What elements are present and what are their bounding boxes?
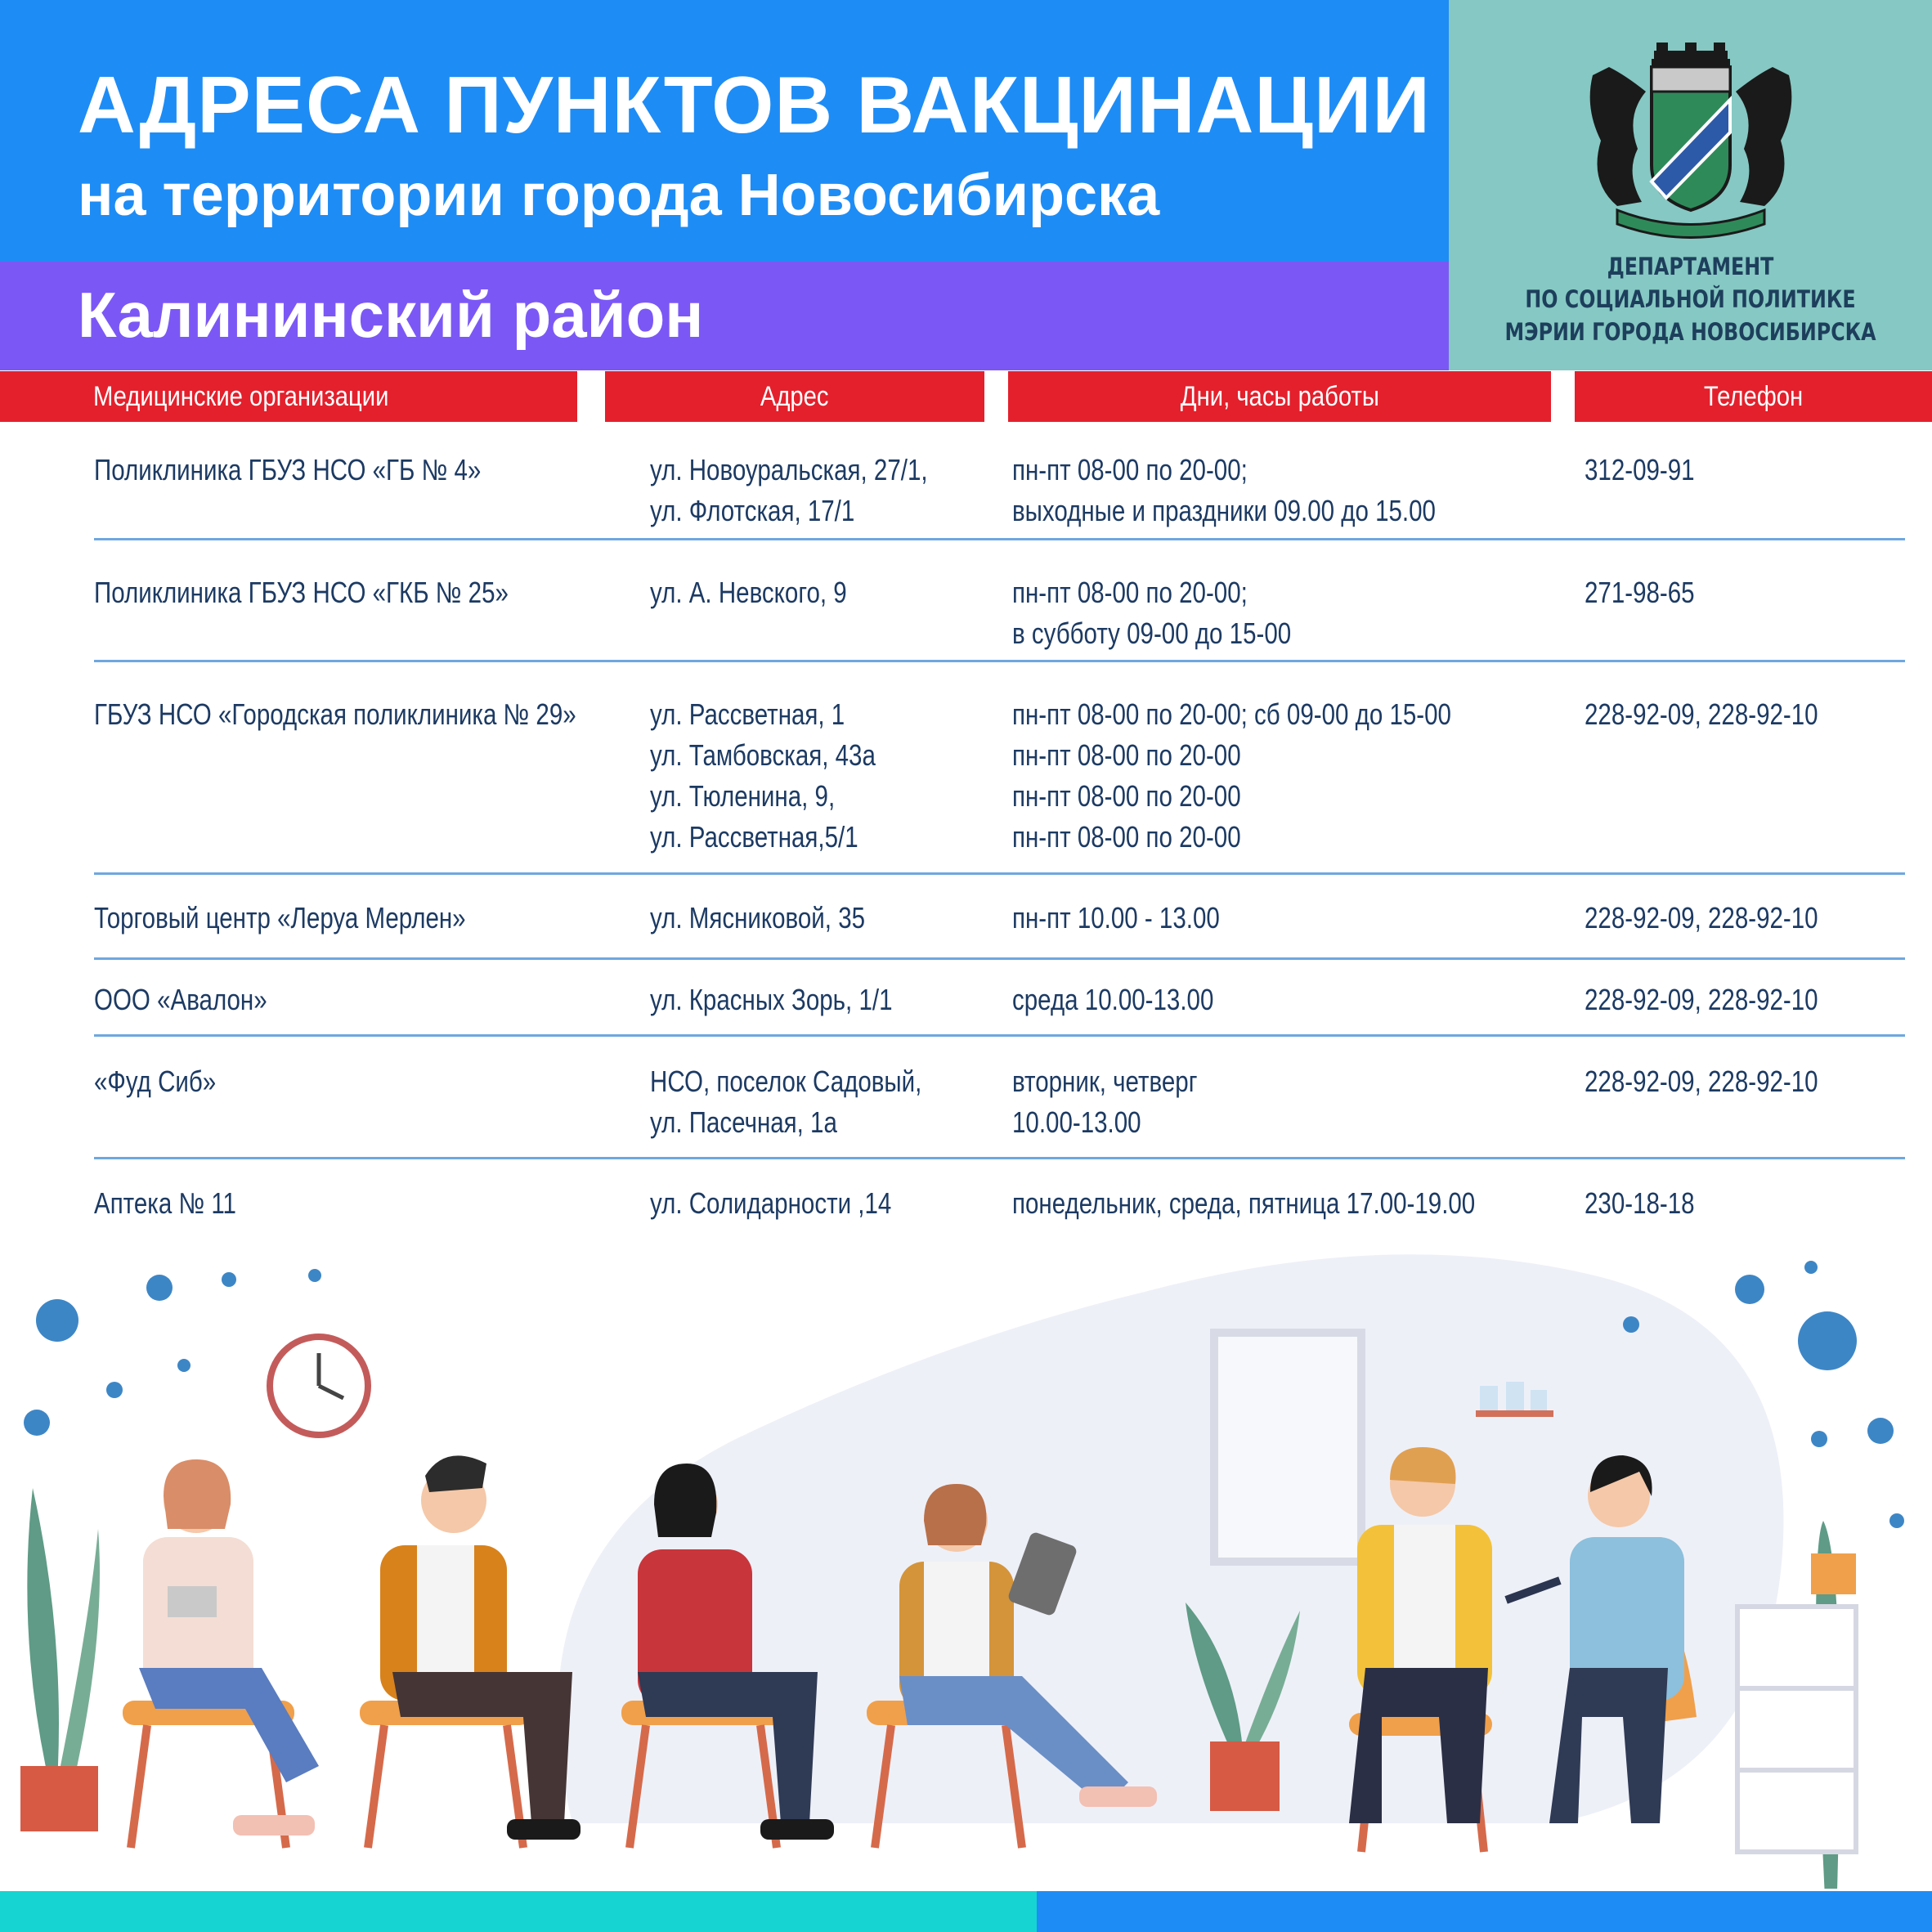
row-divider — [94, 660, 1905, 662]
table-row-2-org: Поликлиника ГБУЗ НСО «ГКБ № 25» — [94, 576, 509, 609]
table-row-7-org: Аптека № 11 — [94, 1186, 236, 1220]
table-row-7-phone: 230-18-18 — [1585, 1186, 1695, 1220]
row-divider — [94, 1034, 1905, 1037]
illustration-icon — [0, 1235, 1932, 1889]
column-header-hours: Дни, часы работы — [1008, 371, 1551, 422]
district-title: Калининский район — [78, 279, 704, 351]
table-row-5-org: ООО «Авалон» — [94, 983, 267, 1016]
row-divider — [94, 538, 1905, 540]
table-row-6-org: «Фуд Сиб» — [94, 1065, 217, 1098]
column-header-org: Медицинские организации — [0, 371, 577, 422]
row-divider — [94, 872, 1905, 875]
page-subtitle: на территории города Новосибирска — [78, 163, 1160, 228]
department-line-2: ПО СОЦИАЛЬНОЙ ПОЛИТИКЕ — [1525, 285, 1856, 313]
table-row-2-phone: 271-98-65 — [1585, 576, 1695, 609]
column-header-phone: Телефон — [1575, 371, 1932, 422]
table-row-6-phone: 228-92-09, 228-92-10 — [1585, 1065, 1818, 1098]
table-row-3-address: ул. Рассветная, 1 ул. Тамбовская, 43а ул. Тюленина, 9, ул. Рассветная,5/1 — [650, 697, 876, 854]
table-row-4-address: ул. Мясниковой, 35 — [650, 901, 866, 935]
table-row-6-hours: вторник, четверг 10.00-13.00 — [1012, 1065, 1198, 1139]
table-row-1-hours: пн-пт 08-00 по 20-00; выходные и праздники 09.00 до 15.00 — [1012, 453, 1436, 527]
table-row-4-phone: 228-92-09, 228-92-10 — [1585, 901, 1818, 935]
table-row-6-address: НСО, поселок Садовый, ул. Пасечная, 1а — [650, 1065, 922, 1139]
table-row-2-hours: пн-пт 08-00 по 20-00; в субботу 09-00 до 15-00 — [1012, 576, 1292, 650]
department-name — [1492, 250, 1889, 348]
table-row-4-hours: пн-пт 10.00 - 13.00 — [1012, 901, 1220, 935]
table-row-3-hours: пн-пт 08-00 по 20-00; сб 09-00 до 15-00 пн-пт 08-00 по 20-00 пн-пт 08-00 по 20-00 пн-пт 08-00 по 20-00 — [1012, 697, 1451, 854]
department-line-1: ДЕПАРТАМЕНТ — [1607, 253, 1774, 280]
table-row-5-address: ул. Красных Зорь, 1/1 — [650, 983, 893, 1016]
row-divider — [94, 1157, 1905, 1159]
table-row-3-phone: 228-92-09, 228-92-10 — [1585, 697, 1818, 731]
table-row-1-address: ул. Новоуральская, 27/1, ул. Флотская, 17/1 — [650, 453, 928, 527]
table-row-1-phone: 312-09-91 — [1585, 453, 1695, 486]
table-row-4-org: Торговый центр «Леруа Мерлен» — [94, 901, 466, 935]
footer-bar-left — [0, 1891, 1037, 1932]
column-header-address: Адрес — [605, 371, 984, 422]
table-row-1-org: Поликлиника ГБУЗ НСО «ГБ № 4» — [94, 453, 482, 486]
table-row-2-address: ул. А. Невского, 9 — [650, 576, 847, 609]
table-row-7-hours: понедельник, среда, пятница 17.00-19.00 — [1012, 1186, 1476, 1220]
page-title: АДРЕСА ПУНКТОВ ВАКЦИНАЦИИ — [78, 60, 1431, 150]
footer-bar-right — [1037, 1891, 1932, 1932]
table-row-7-address: ул. Солидарности ,14 — [650, 1186, 892, 1220]
department-line-3: МЭРИИ ГОРОДА НОВОСИБИРСКА — [1504, 318, 1876, 346]
row-divider — [94, 957, 1905, 960]
table-row-5-hours: среда 10.00-13.00 — [1012, 983, 1214, 1016]
crest-icon — [1576, 43, 1805, 239]
table-row-3-org: ГБУЗ НСО «Городская поликлиника № 29» — [94, 697, 576, 731]
table-row-5-phone: 228-92-09, 228-92-10 — [1585, 983, 1818, 1016]
